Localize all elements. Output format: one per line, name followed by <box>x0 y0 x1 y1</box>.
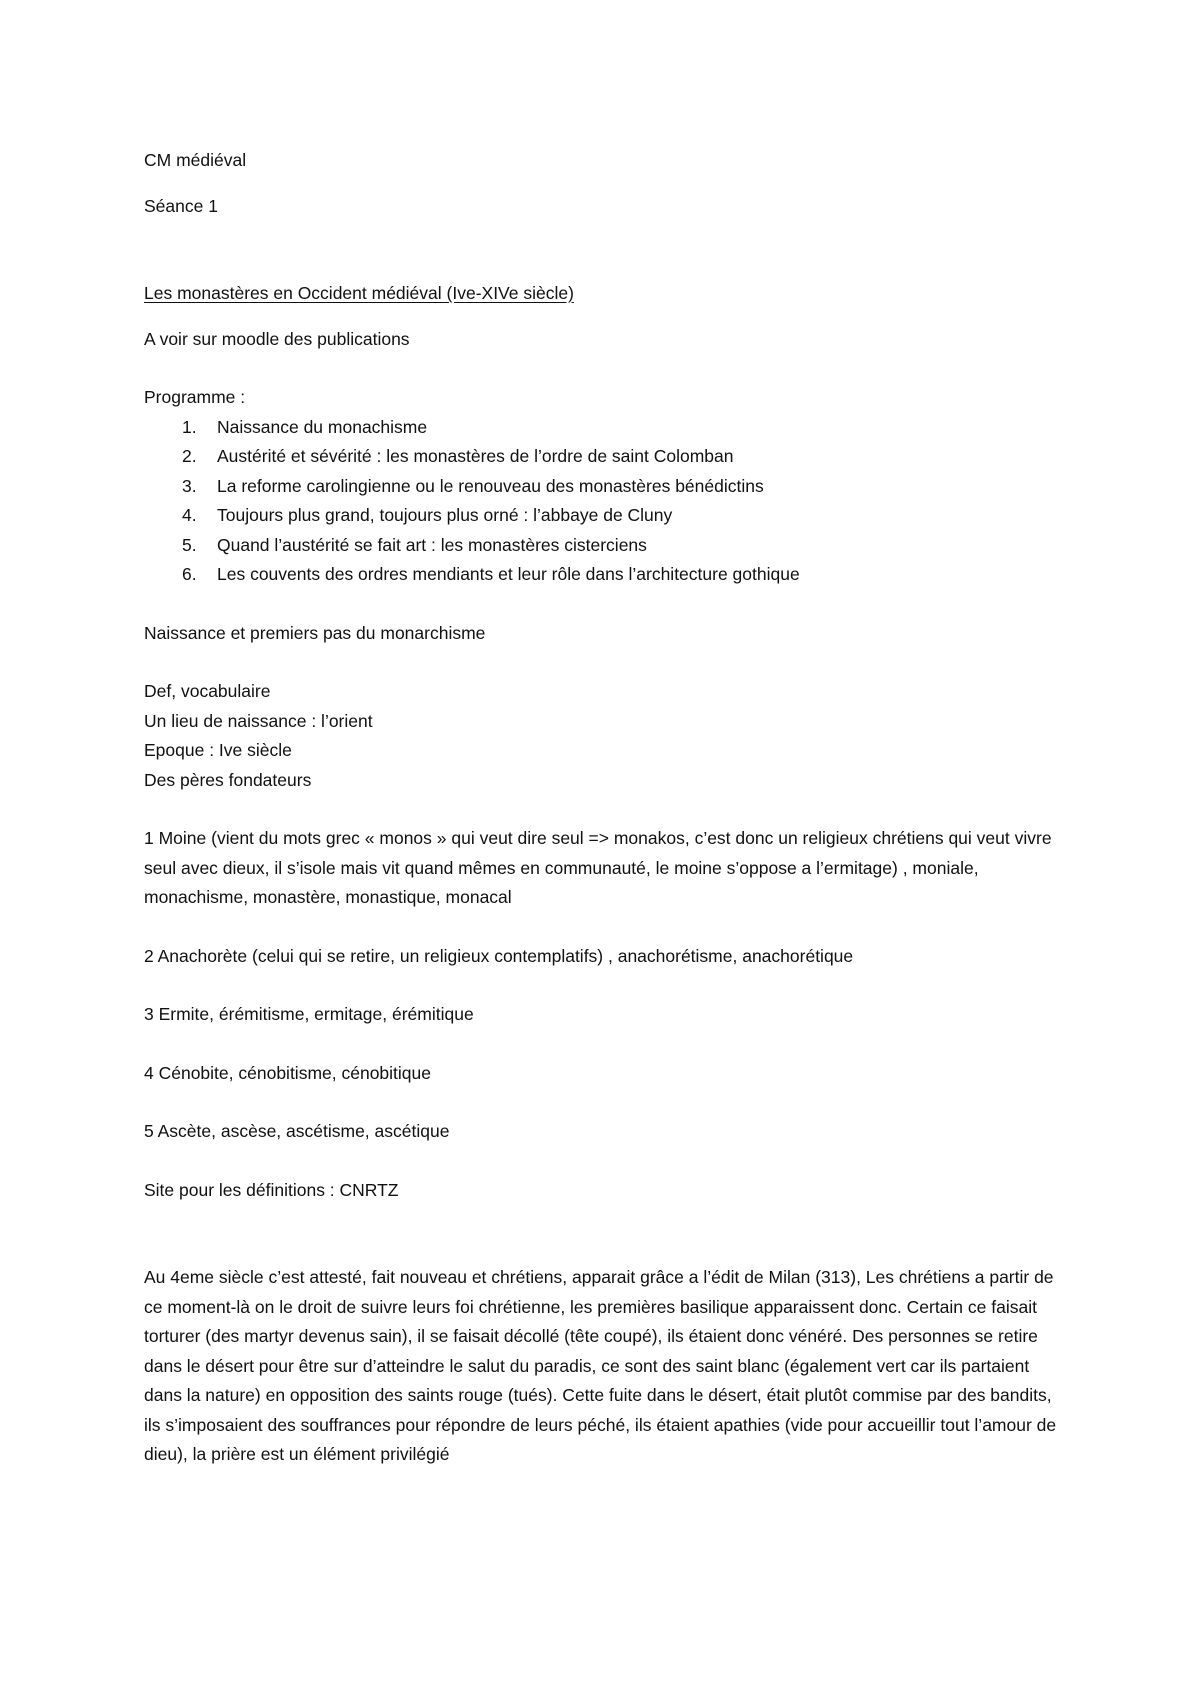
definition-paragraph: 5 Ascète, ascèse, ascétisme, ascétique <box>144 1121 450 1141</box>
programme-item-text: Naissance du monachisme <box>217 416 428 437</box>
programme-item <box>144 560 1064 590</box>
programme-item-text: Toujours plus grand, toujours plus orné : l’abbaye de Cluny <box>217 505 673 525</box>
site-note: Site pour les définitions : CNRTZ <box>144 1179 399 1200</box>
outline-item: Un lieu de naissance : l’orient <box>144 710 373 731</box>
programme-item <box>144 501 1064 531</box>
programme-item-number: 6. <box>182 564 197 584</box>
programme-item-number: 3. <box>182 475 197 496</box>
closing-paragraph: Au 4eme siècle c’est attesté, fait nouveau et chrétiens, apparait grâce a l’édit de Milan (313), Les chrétiens a partir de ce moment-là on le droit de suivre leurs foi chrétienne, les premières basilique apparaissent donc. Certain ce faisait torturer (des martyr devenus sain), il se faisait décollé (tête coupé), ils étaient donc vénéré. Des personnes se retire dans le désert pour être sur d’atteindre le salut du paradis, ce sont des saint blanc (également vert car ils partaient dans la nature) en opposition des saints rouge (tués). Cette fuite dans le désert, était plutôt commise par des bandits, ils s’imposaient des souffrances pour répondre de leurs péché, ils étaient apathies (vide pour accueillir tout l’amour de dieu), la prière est un élément privilégié <box>144 1267 1057 1464</box>
moodle-note: A voir sur moodle des publications <box>144 328 410 349</box>
lecture-title: Les monastères en Occident médiéval (Ive-XIVe siècle) <box>144 283 574 303</box>
session-label: Séance 1 <box>144 195 218 216</box>
programme-item <box>144 413 1064 443</box>
outline-item: Epoque : Ive siècle <box>144 740 292 760</box>
document-body <box>144 146 1064 1470</box>
outline-item: Def, vocabulaire <box>144 681 271 701</box>
section-heading: Naissance et premiers pas du monarchisme <box>144 622 486 643</box>
definition-paragraph: 1 Moine (vient du mots grec « monos » qui veut dire seul => monakos, c’est donc un religieux chrétiens qui veut vivre seul avec dieux, il s’isole mais vit quand mêmes en communauté, le moine s’oppose a l’ermitage) , moniale, monachisme, monastère, monastique, monacal <box>144 828 1052 907</box>
programme-list <box>144 413 1064 590</box>
programme-item-number: 2. <box>182 446 197 466</box>
definition-paragraph: 4 Cénobite, cénobitisme, cénobitique <box>144 1062 431 1083</box>
programme-item <box>144 531 1064 561</box>
course-title: CM médiéval <box>144 150 247 170</box>
programme-item-text: Les couvents des ordres mendiants et leur rôle dans l’architecture gothique <box>217 564 800 584</box>
programme-item-number: 1. <box>182 416 197 437</box>
programme-item-number: 5. <box>182 534 197 555</box>
programme-item <box>144 472 1064 502</box>
programme-item-text: La reforme carolingienne ou le renouveau des monastères bénédictins <box>217 475 764 496</box>
programme-item-number: 4. <box>182 505 197 525</box>
programme-item-text: Quand l’austérité se fait art : les monastères cisterciens <box>217 534 647 555</box>
definition-paragraph: 3 Ermite, érémitisme, ermitage, érémitique <box>144 1004 474 1024</box>
definition-paragraph: 2 Anachorète (celui qui se retire, un religieux contemplatifs) , anachorétisme, anachorétique <box>144 945 854 966</box>
programme-item-text: Austérité et sévérité : les monastères de l’ordre de saint Colomban <box>217 446 734 466</box>
programme-item <box>144 442 1064 472</box>
programme-label: Programme : <box>144 387 246 407</box>
outline-item: Des pères fondateurs <box>144 769 312 790</box>
